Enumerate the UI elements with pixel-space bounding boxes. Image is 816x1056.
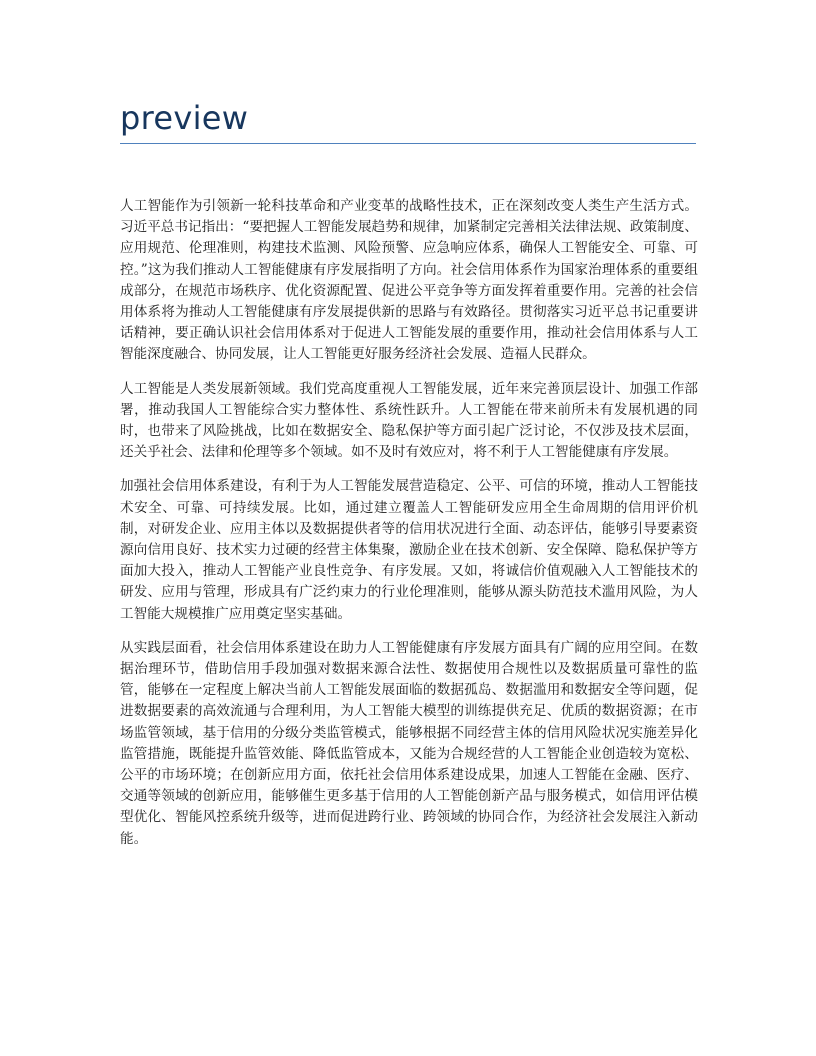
paragraph-3: 加强社会信用体系建设，有利于为人工智能发展营造稳定、公平、可信的环境，推动人工智能技术安全、可靠、可持续发展。比如，通过建立覆盖人工智能研发应用全生命周期的信用评价机制，对研发企业、应用主体以及数据提供者等的信用状况进行全面、动态评估，能够引导要素资源向信用良好、技术实力过硬的经营主体集聚，激励企业在技术创新、安全保障、隐私保护等方面加大投入，推动人工智能产业良性竞争、有序发展。又如，将诚信价值观融入人工智能技术的研发、应用与管理，形成具有广泛约束力的行业伦理准则，能够从源头防范技术滥用风险，为人工智能大规模推广应用奠定坚实基础。	[120, 478, 698, 622]
paragraph-1: 人工智能作为引领新一轮科技革命和产业变革的战略性技术，正在深刻改变人类生产生活方式。习近平总书记指出：“要把握人工智能发展趋势和规律，加紧制定完善相关法律法规、政策制度、应用规范、伦理准则，构建技术监测、风险预警、应急响应体系，确保人工智能安全、可靠、可控。”这为我们推动人工智能健康有序发展指明了方向。社会信用体系作为国家治理体系的重要组成部分，在规范市场秩序、优化资源配置、促进公平竞争等方面发挥着重要作用。完善的社会信用体系将为推动人工智能健康有序发展提供新的思路与有效路径。贯彻落实习近平总书记重要讲话精神，要正确认识社会信用体系对于促进人工智能发展的重要作用，推动社会信用体系与人工智能深度融合、协同发展，让人工智能更好服务经济社会发展、造福人民群众。	[120, 198, 698, 363]
document-title: preview	[120, 99, 249, 137]
paragraph-2: 人工智能是人类发展新领域。我们党高度重视人工智能发展，近年来完善顶层设计、加强工作部署，推动我国人工智能综合实力整体性、系统性跃升。人工智能在带来前所未有发展机遇的同时，也带来了风险挑战，比如在数据安全、隐私保护等方面引起广泛讨论，不仅涉及技术层面，还关乎社会、法律和伦理等多个领域。如不及时有效应对，将不利于人工智能健康有序发展。	[120, 380, 698, 461]
paragraph-4: 从实践层面看，社会信用体系建设在助力人工智能健康有序发展方面具有广阔的应用空间。在数据治理环节，借助信用手段加强对数据来源合法性、数据使用合规性以及数据质量可靠性的监管，能够在一定程度上解决当前人工智能发展面临的数据孤岛、数据滥用和数据安全等问题，促进数据要素的高效流通与合理利用，为人工智能大模型的训练提供充足、优质的数据资源；在市场监管领域，基于信用的分级分类监管模式，能够根据不同经营主体的信用风险状况实施差异化监管措施，既能提升监管效能、降低监管成本，又能为合规经营的人工智能企业创造较为宽松、公平的市场环境；在创新应用方面，依托社会信用体系建设成果，加速人工智能在金融、医疗、交通等领域的创新应用，能够催生更多基于信用的人工智能创新产品与服务模式，如信用评估模型优化、智能风控系统升级等，进而促进跨行业、跨领域的协同合作，为经济社会发展注入新动能。	[120, 639, 698, 847]
title-underline	[120, 143, 696, 144]
document-body	[120, 196, 698, 863]
